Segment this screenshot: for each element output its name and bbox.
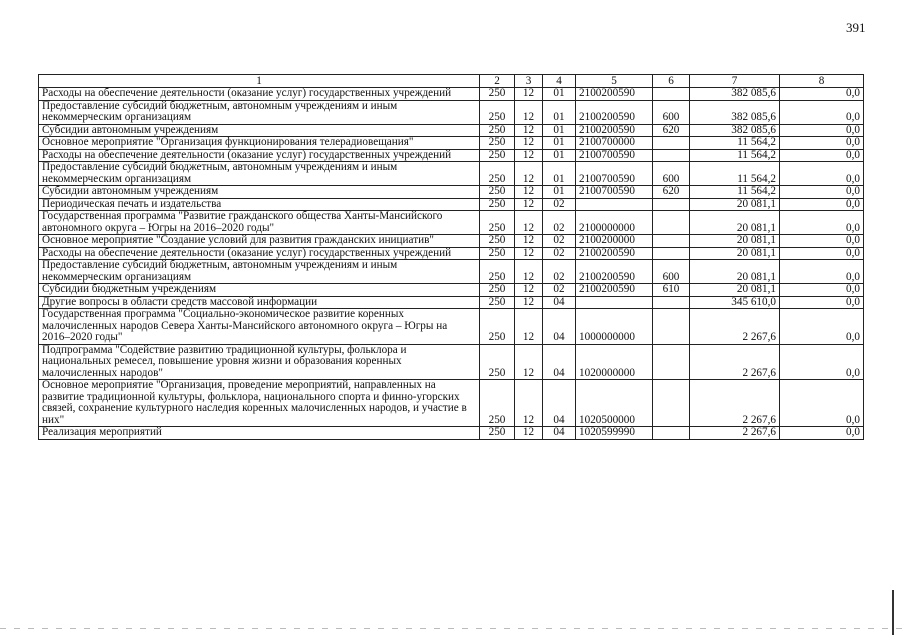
row-col2-cell: 250	[480, 380, 515, 427]
row-col8-cell: 0,0	[780, 186, 864, 199]
row-col4-cell: 01	[543, 88, 576, 101]
row-col6-cell	[653, 247, 690, 260]
row-col7-cell: 345 610,0	[690, 296, 780, 309]
row-col2-cell: 250	[480, 235, 515, 248]
table-row	[39, 100, 864, 124]
row-col3-cell: 12	[515, 247, 543, 260]
row-col7-cell: 382 085,6	[690, 100, 780, 124]
row-col3-cell: 12	[515, 284, 543, 297]
table-row	[39, 296, 864, 309]
row-col7-cell: 2 267,6	[690, 380, 780, 427]
row-col7-cell: 20 081,1	[690, 235, 780, 248]
row-col4-cell: 01	[543, 186, 576, 199]
row-col6-cell	[653, 309, 690, 345]
row-col2-cell: 250	[480, 296, 515, 309]
row-col8-cell: 0,0	[780, 235, 864, 248]
row-col2-cell: 250	[480, 309, 515, 345]
row-col3-cell: 12	[515, 211, 543, 235]
row-col4-cell: 01	[543, 137, 576, 150]
row-col5-cell: 2100700590	[576, 162, 653, 186]
table-row	[39, 162, 864, 186]
row-col2-cell: 250	[480, 260, 515, 284]
row-name-cell: Основное мероприятие "Организация, проведение мероприятий, направленных на развитие традиционной культуры, фольклора, национального спорта и финно-угорских связей, сохранение культурного наследия коренных малочисленных народов, и участие в них"	[39, 380, 480, 427]
row-col7-cell: 20 081,1	[690, 211, 780, 235]
row-name-cell: Другие вопросы в области средств массовой информации	[39, 296, 480, 309]
row-col5-cell: 2100700000	[576, 137, 653, 150]
row-col6-cell	[653, 380, 690, 427]
row-col2-cell: 250	[480, 100, 515, 124]
row-col2-cell: 250	[480, 247, 515, 260]
row-col3-cell: 12	[515, 235, 543, 248]
row-col4-cell: 04	[543, 344, 576, 380]
row-col6-cell	[653, 149, 690, 162]
row-col3-cell: 12	[515, 88, 543, 101]
row-col4-cell: 01	[543, 100, 576, 124]
table-row	[39, 198, 864, 211]
row-col7-cell: 11 564,2	[690, 162, 780, 186]
row-col5-cell: 1000000000	[576, 309, 653, 345]
row-col2-cell: 250	[480, 344, 515, 380]
row-col4-cell: 02	[543, 211, 576, 235]
row-col3-cell: 12	[515, 380, 543, 427]
row-name-cell: Расходы на обеспечение деятельности (оказание услуг) государственных учреждений	[39, 88, 480, 101]
table-row	[39, 427, 864, 440]
row-col8-cell: 0,0	[780, 124, 864, 137]
row-col6-cell	[653, 427, 690, 440]
row-col2-cell: 250	[480, 186, 515, 199]
row-col3-cell: 12	[515, 427, 543, 440]
row-col7-cell: 20 081,1	[690, 198, 780, 211]
table-row	[39, 284, 864, 297]
row-col3-cell: 12	[515, 344, 543, 380]
row-col4-cell: 02	[543, 284, 576, 297]
row-col6-cell	[653, 235, 690, 248]
header-cell: 6	[653, 75, 690, 88]
table-row	[39, 309, 864, 345]
row-col6-cell	[653, 296, 690, 309]
row-col4-cell: 02	[543, 235, 576, 248]
row-col2-cell: 250	[480, 284, 515, 297]
row-col8-cell: 0,0	[780, 211, 864, 235]
row-col8-cell: 0,0	[780, 162, 864, 186]
row-col8-cell: 0,0	[780, 284, 864, 297]
row-col2-cell: 250	[480, 124, 515, 137]
table-row	[39, 211, 864, 235]
row-col3-cell: 12	[515, 100, 543, 124]
row-col2-cell: 250	[480, 162, 515, 186]
header-cell: 7	[690, 75, 780, 88]
row-col6-cell: 620	[653, 186, 690, 199]
row-col4-cell: 04	[543, 296, 576, 309]
row-col8-cell: 0,0	[780, 100, 864, 124]
row-col6-cell	[653, 198, 690, 211]
row-col2-cell: 250	[480, 198, 515, 211]
row-col5-cell	[576, 296, 653, 309]
row-name-cell: Подпрограмма "Содействие развитию традиционной культуры, фольклора и национальных ремесел, повышение уровня жизни и образования коренных малочисленных народов"	[39, 344, 480, 380]
row-name-cell: Предоставление субсидий бюджетным, автономным учреждениям и иным некоммерческим организациям	[39, 162, 480, 186]
row-col2-cell: 250	[480, 427, 515, 440]
row-col3-cell: 12	[515, 296, 543, 309]
row-col5-cell: 2100200590	[576, 100, 653, 124]
row-col4-cell: 01	[543, 162, 576, 186]
row-col5-cell: 1020599990	[576, 427, 653, 440]
row-col2-cell: 250	[480, 88, 515, 101]
row-col5-cell: 1020500000	[576, 380, 653, 427]
table-row	[39, 235, 864, 248]
table-row	[39, 137, 864, 150]
row-col4-cell: 04	[543, 309, 576, 345]
row-col7-cell: 2 267,6	[690, 309, 780, 345]
row-col4-cell: 02	[543, 247, 576, 260]
budget-table	[38, 74, 864, 440]
row-col8-cell: 0,0	[780, 88, 864, 101]
row-col8-cell: 0,0	[780, 309, 864, 345]
row-col6-cell	[653, 211, 690, 235]
row-col5-cell: 2100200590	[576, 124, 653, 137]
table-row	[39, 380, 864, 427]
row-name-cell: Государственная программа "Развитие гражданского общества Ханты-Мансийского автономного округа – Югры на 2016–2020 годы"	[39, 211, 480, 235]
row-col8-cell: 0,0	[780, 380, 864, 427]
row-col3-cell: 12	[515, 162, 543, 186]
row-col6-cell: 620	[653, 124, 690, 137]
page-number: 391	[846, 20, 866, 35]
row-col5-cell: 2100000000	[576, 211, 653, 235]
table-row	[39, 149, 864, 162]
row-col8-cell: 0,0	[780, 149, 864, 162]
table-row	[39, 247, 864, 260]
row-col7-cell: 11 564,2	[690, 137, 780, 150]
header-cell: 1	[39, 75, 480, 88]
row-col4-cell: 04	[543, 427, 576, 440]
row-col2-cell: 250	[480, 137, 515, 150]
scan-noise-line	[0, 628, 905, 629]
row-col3-cell: 12	[515, 137, 543, 150]
row-name-cell: Государственная программа "Социально-экономическое развитие коренных малочисленных народов Севера Ханты-Мансийского автономного округа – Югры на 2016–2020 годы"	[39, 309, 480, 345]
row-col4-cell: 01	[543, 124, 576, 137]
row-name-cell: Основное мероприятие "Создание условий для развития гражданских инициатив"	[39, 235, 480, 248]
row-col8-cell: 0,0	[780, 296, 864, 309]
row-col7-cell: 20 081,1	[690, 284, 780, 297]
header-cell: 4	[543, 75, 576, 88]
row-col8-cell: 0,0	[780, 137, 864, 150]
row-col7-cell: 382 085,6	[690, 124, 780, 137]
row-col5-cell: 2100200590	[576, 260, 653, 284]
row-col6-cell: 600	[653, 260, 690, 284]
row-col5-cell	[576, 198, 653, 211]
row-col7-cell: 11 564,2	[690, 149, 780, 162]
row-name-cell: Основное мероприятие "Организация функционирования телерадиовещания"	[39, 137, 480, 150]
row-col6-cell	[653, 344, 690, 380]
row-col5-cell: 2100700590	[576, 186, 653, 199]
row-col7-cell: 20 081,1	[690, 260, 780, 284]
row-col3-cell: 12	[515, 309, 543, 345]
table-row	[39, 124, 864, 137]
row-col6-cell: 610	[653, 284, 690, 297]
row-name-cell: Расходы на обеспечение деятельности (оказание услуг) государственных учреждений	[39, 247, 480, 260]
row-col8-cell: 0,0	[780, 344, 864, 380]
row-col4-cell: 02	[543, 260, 576, 284]
row-col8-cell: 0,0	[780, 247, 864, 260]
row-col8-cell: 0,0	[780, 427, 864, 440]
header-cell: 2	[480, 75, 515, 88]
row-col7-cell: 20 081,1	[690, 247, 780, 260]
row-col3-cell: 12	[515, 186, 543, 199]
row-col6-cell	[653, 88, 690, 101]
row-col7-cell: 382 085,6	[690, 88, 780, 101]
row-name-cell: Субсидии бюджетным учреждениям	[39, 284, 480, 297]
row-name-cell: Субсидии автономным учреждениям	[39, 186, 480, 199]
header-cell: 8	[780, 75, 864, 88]
table-row	[39, 88, 864, 101]
row-col3-cell: 12	[515, 149, 543, 162]
row-col6-cell: 600	[653, 100, 690, 124]
table-row	[39, 344, 864, 380]
header-row	[39, 75, 864, 88]
row-col2-cell: 250	[480, 211, 515, 235]
row-name-cell: Расходы на обеспечение деятельности (оказание услуг) государственных учреждений	[39, 149, 480, 162]
row-name-cell: Периодическая печать и издательства	[39, 198, 480, 211]
row-col4-cell: 04	[543, 380, 576, 427]
row-name-cell: Реализация мероприятий	[39, 427, 480, 440]
table-body	[39, 88, 864, 440]
row-col5-cell: 2100200590	[576, 247, 653, 260]
row-col5-cell: 2100200000	[576, 235, 653, 248]
row-col5-cell: 1020000000	[576, 344, 653, 380]
row-col5-cell: 2100200590	[576, 284, 653, 297]
row-col6-cell	[653, 137, 690, 150]
row-col4-cell: 02	[543, 198, 576, 211]
table-row	[39, 260, 864, 284]
row-col3-cell: 12	[515, 124, 543, 137]
row-col7-cell: 11 564,2	[690, 186, 780, 199]
row-col3-cell: 12	[515, 260, 543, 284]
row-col8-cell: 0,0	[780, 260, 864, 284]
header-cell: 5	[576, 75, 653, 88]
row-name-cell: Предоставление субсидий бюджетным, автономным учреждениям и иным некоммерческим организациям	[39, 100, 480, 124]
row-col5-cell: 2100700590	[576, 149, 653, 162]
table-row	[39, 186, 864, 199]
row-col8-cell: 0,0	[780, 198, 864, 211]
row-col7-cell: 2 267,6	[690, 427, 780, 440]
row-name-cell: Предоставление субсидий бюджетным, автономным учреждениям и иным некоммерческим организациям	[39, 260, 480, 284]
row-col3-cell: 12	[515, 198, 543, 211]
row-col7-cell: 2 267,6	[690, 344, 780, 380]
row-col2-cell: 250	[480, 149, 515, 162]
row-col4-cell: 01	[543, 149, 576, 162]
row-col5-cell: 2100200590	[576, 88, 653, 101]
row-col6-cell: 600	[653, 162, 690, 186]
row-name-cell: Субсидии автономным учреждениям	[39, 124, 480, 137]
header-cell: 3	[515, 75, 543, 88]
